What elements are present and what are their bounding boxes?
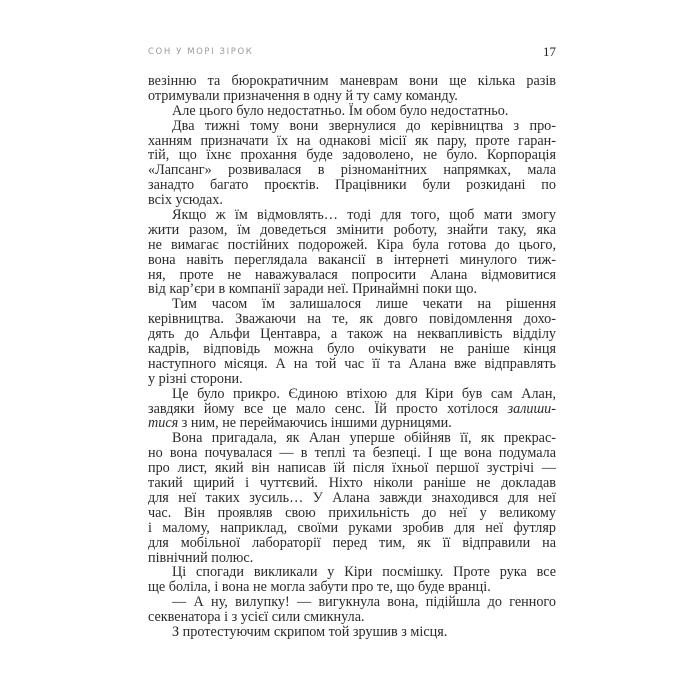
line-text: не вимагає постійних подорожей. Кіра була готова до цього, [148, 236, 556, 253]
text-line [148, 402, 556, 417]
line-text: для неї таких зусиль… У Алана завжди знаходився для неї [148, 489, 556, 506]
line-text: отримували призначення в одну й ту саму команду. [148, 87, 458, 104]
text-line [148, 461, 556, 476]
line-text: про лист, який він написав їй після їхньої першої зустрічі — [148, 460, 556, 477]
line-text: ня, проте не наважувалася попросити Алана відмовитися [148, 266, 556, 283]
line-text: Два тижні тому вони звернулися до керівництва з про- [172, 117, 556, 134]
text-line [148, 551, 556, 566]
text-line [148, 297, 556, 312]
text-line [148, 104, 556, 119]
text-line [148, 565, 556, 580]
text-line [148, 223, 556, 238]
line-text: у різні сторони. [148, 370, 243, 387]
line-text: такий щирий і чуттєвий. Ніхто ніколи раніше не докладав [148, 475, 556, 492]
line-text: керівництва. Зважаючи на те, як довго повідомлення дохо- [148, 311, 556, 328]
line-text: північний полюс. [148, 549, 254, 566]
line-text: наступного місяця. А на той час її та Алана вже відправлять [148, 355, 556, 372]
line-text: для мобільної лабораторії перед тим, як її відправили на [148, 534, 556, 551]
text-line [148, 387, 556, 402]
line-text: завдяки йому все це мало сенс. Їй просто хотілося [148, 400, 508, 417]
line-text: «Лапсанг» розвивалася в різноманітних напрямках, мала [148, 162, 556, 179]
text-line [148, 476, 556, 491]
text-line [148, 74, 556, 89]
text-line [148, 208, 556, 223]
italic-text: залиши- [507, 400, 556, 417]
line-text: ще боліла, і вона не могла забути про те, що буде вранці. [148, 579, 491, 596]
text-line [148, 610, 556, 625]
text-line [148, 491, 556, 506]
line-text: з ним, не переймаючись іншими дурницями. [178, 415, 452, 432]
line-text: від кар’єри в компанії заради неї. Принаймні поки що. [148, 281, 477, 298]
text-line [148, 148, 556, 163]
text-line [148, 446, 556, 461]
page-number: 17 [543, 44, 556, 59]
text-line [148, 268, 556, 283]
text-line [148, 134, 556, 149]
text-line [148, 431, 556, 446]
line-text: Це було прикро. Єдиною втіхою для Кіри був сам Алан, [172, 385, 556, 402]
text-line [148, 193, 556, 208]
text-line [148, 312, 556, 327]
text-line [148, 521, 556, 536]
line-text: но вона почувалася — в теплі та безпеці. І ще вона подумала [148, 445, 556, 462]
line-text: і малому, наприклад, своїми руками зробив для неї футляр [148, 519, 556, 536]
text-line [148, 595, 556, 610]
text-line [148, 580, 556, 595]
line-text: дять до Альфи Центавра, а також на неквапливість відділу [148, 326, 556, 343]
line-text: ханням призначати їх на однакові місії як пару, проте гаран- [148, 132, 556, 149]
line-text: вона навіть переглядала вакансії в інтернеті минулого тиж- [148, 251, 556, 268]
text-line [148, 357, 556, 372]
line-text: кадрів, відповідь можна було очікувати не раніше кінця [148, 341, 556, 358]
line-text: везінню та бюрократичним маневрам вони ще кілька разів [148, 73, 556, 89]
text-line [148, 342, 556, 357]
line-text: всіх усюдах. [148, 192, 223, 209]
text-line [148, 327, 556, 342]
line-text: Якщо ж їм відмовлять… тоді для того, щоб мати змогу [172, 207, 556, 224]
line-text: занадто багато проєктів. Працівники були розкидані по [148, 177, 556, 194]
text-line [148, 506, 556, 521]
text-line [148, 536, 556, 551]
text-line [148, 253, 556, 268]
line-text: Ці спогади викликали у Кіри посмішку. Проте рука все [172, 564, 556, 581]
text-line [148, 372, 556, 387]
text-line [148, 163, 556, 178]
text-line [148, 238, 556, 253]
running-head: СОН У МОРІ ЗІРОК [148, 47, 254, 57]
line-text: жити разом, їм доведеться змінити роботу, знайти таку, яка [148, 221, 556, 238]
body-text [148, 74, 556, 640]
text-line [148, 282, 556, 297]
line-text: Вона пригадала, як Алан уперше обійняв її, як прекрас- [172, 430, 556, 447]
italic-text: тися [148, 415, 179, 432]
line-text: Тим часом їм залишалося лише чекати на рішення [172, 296, 556, 313]
line-text: Але цього було недостатньо. Їм обом було недостатньо. [172, 102, 509, 119]
text-line [148, 178, 556, 193]
line-text: час. Він проявляв свою прихильність до неї у великому [148, 504, 556, 521]
line-text: секвенатора і з усієї сили смикнула. [148, 609, 365, 626]
line-text: — А ну, вилупку! — вигукнула вона, підійшла до генного [172, 594, 556, 611]
text-line [148, 89, 556, 104]
text-line [148, 416, 556, 431]
text-line [148, 119, 556, 134]
text-line [148, 625, 556, 640]
line-text: тій, що їхнє прохання буде задоволено, не було. Корпорація [148, 147, 556, 164]
line-text: З протестуючим скрипом той зрушив з місця. [172, 623, 448, 640]
